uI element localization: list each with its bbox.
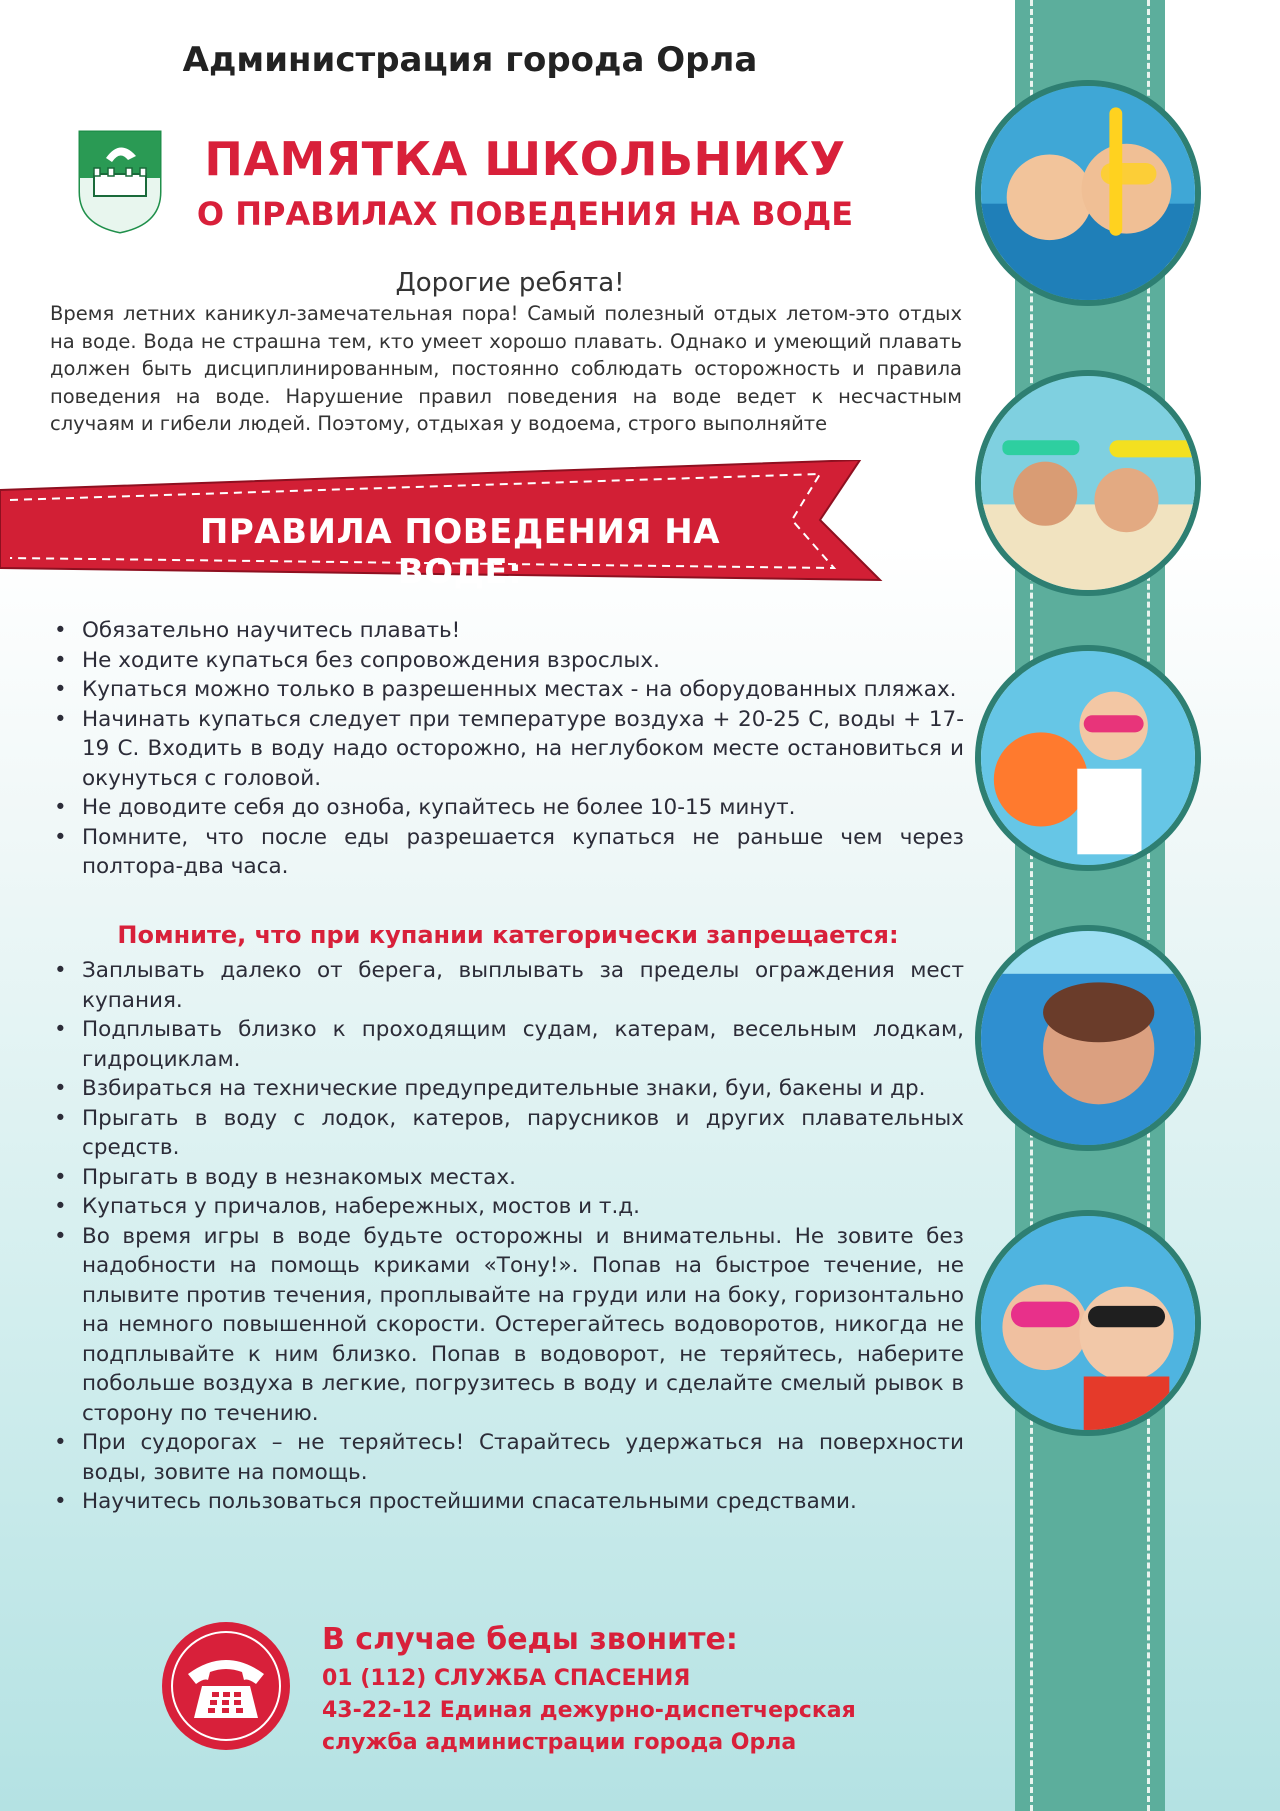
list-item: • Подплывать близко к проходящим судам, катерам, весельным лодкам, гидроциклам.: [52, 1015, 964, 1074]
list-item: • Прыгать в воду с лодок, катеров, парусников и других плавательных средств.: [52, 1104, 964, 1163]
list-item: • Купаться у причалов, набережных, мостов и т.д.: [52, 1192, 964, 1222]
list-item: • Во время игры в воде будьте осторожны и внимательны. Не зовите без надобности на помощь криками «Тону!». Попав на быстрое течение, не плывите против течения, проплывайте на груди или на боку, горизонтально на немного повышенной скорости. Остерегайтесь водоворотов, никогда не подплывайте к ним близко. Попав в водоворот, не теряйтесь, наберите побольше воздуха в легкие, погрузитесь в воду и сделайте смелый рывок в сторону по течению.: [52, 1222, 964, 1429]
memo-subtitle: О ПРАВИЛАХ ПОВЕДЕНИЯ НА ВОДЕ: [196, 195, 854, 233]
list-item: • Заплывать далеко от берега, выплывать за пределы ограждения мест купания.: [52, 956, 964, 1015]
list-item: • При судорогах – не теряйтесь! Старайтесь удержаться на поверхности воды, зовите на помощь.: [52, 1428, 964, 1487]
administration-title: Администрация города Орла: [182, 40, 758, 80]
photo-kids-beach: [975, 370, 1201, 596]
photo-kids-masks: [975, 1210, 1201, 1436]
memo-title: ПАМЯТКА ШКОЛЬНИКУ: [204, 132, 846, 186]
list-item: • Помните, что после еды разрешается купаться не раньше чем через полтора-два часа.: [52, 823, 964, 882]
photo-child-underwater: [975, 925, 1201, 1151]
photo-kids-snorkel: [975, 80, 1201, 306]
photo-girl-goggles: [975, 645, 1201, 871]
rules-list: [52, 616, 964, 882]
forbidden-list: [52, 956, 964, 1517]
rules-banner-title: ПРАВИЛА ПОВЕДЕНИЯ НА ВОДЕ:: [199, 512, 721, 592]
list-item: • Прыгать в воду в незнакомых местах.: [52, 1163, 964, 1193]
phone-icon: [160, 1620, 292, 1752]
list-item: • Взбираться на технические предупредительные знаки, буи, бакены и др.: [52, 1074, 964, 1104]
emergency-line-dispatch-cont: служба администрации города Орла: [322, 1730, 797, 1755]
coat-of-arms-icon: [76, 128, 164, 236]
greeting: Дорогие ребята!: [395, 268, 625, 298]
emergency-line-rescue: 01 (112) СЛУЖБА СПАСЕНИЯ: [322, 1666, 691, 1691]
forbidden-title: Помните, что при купании категорически запрещается:: [117, 921, 899, 949]
emergency-title: В случае беды звоните:: [322, 1622, 738, 1657]
list-item: • Не ходите купаться без сопровождения взрослых.: [52, 646, 964, 676]
emergency-line-dispatch: 43-22-12 Единая дежурно-диспетчерская: [322, 1698, 856, 1723]
list-item: • Начинать купаться следует при температуре воздуха + 20-25 С, воды + 17-19 С. Входить в воду надо осторожно, на неглубоком месте остановиться и окунуться с головой.: [52, 705, 964, 794]
intro-paragraph: Время летних каникул-замечательная пора! Самый полезный отдых летом-это отдых на воде. Вода не страшна тем, кто умеет хорошо плавать. Однако и умеющий плавать должен быть дисциплинированным, постоянно соблюдать осторожность и правила поведения на воде. Нарушение правил поведения на воде ведет к несчастным случаям и гибели людей. Поэтому, отдыхая у водоема, строго выполняйте: [50, 302, 962, 435]
list-item: • Купаться можно только в разрешенных местах - на оборудованных пляжах.: [52, 675, 964, 705]
list-item: • Не доводите себя до озноба, купайтесь не более 10-15 минут.: [52, 793, 964, 823]
list-item: • Научитесь пользоваться простейшими спасательными средствами.: [52, 1487, 964, 1517]
list-item: • Обязательно научитесь плавать!: [52, 616, 964, 646]
